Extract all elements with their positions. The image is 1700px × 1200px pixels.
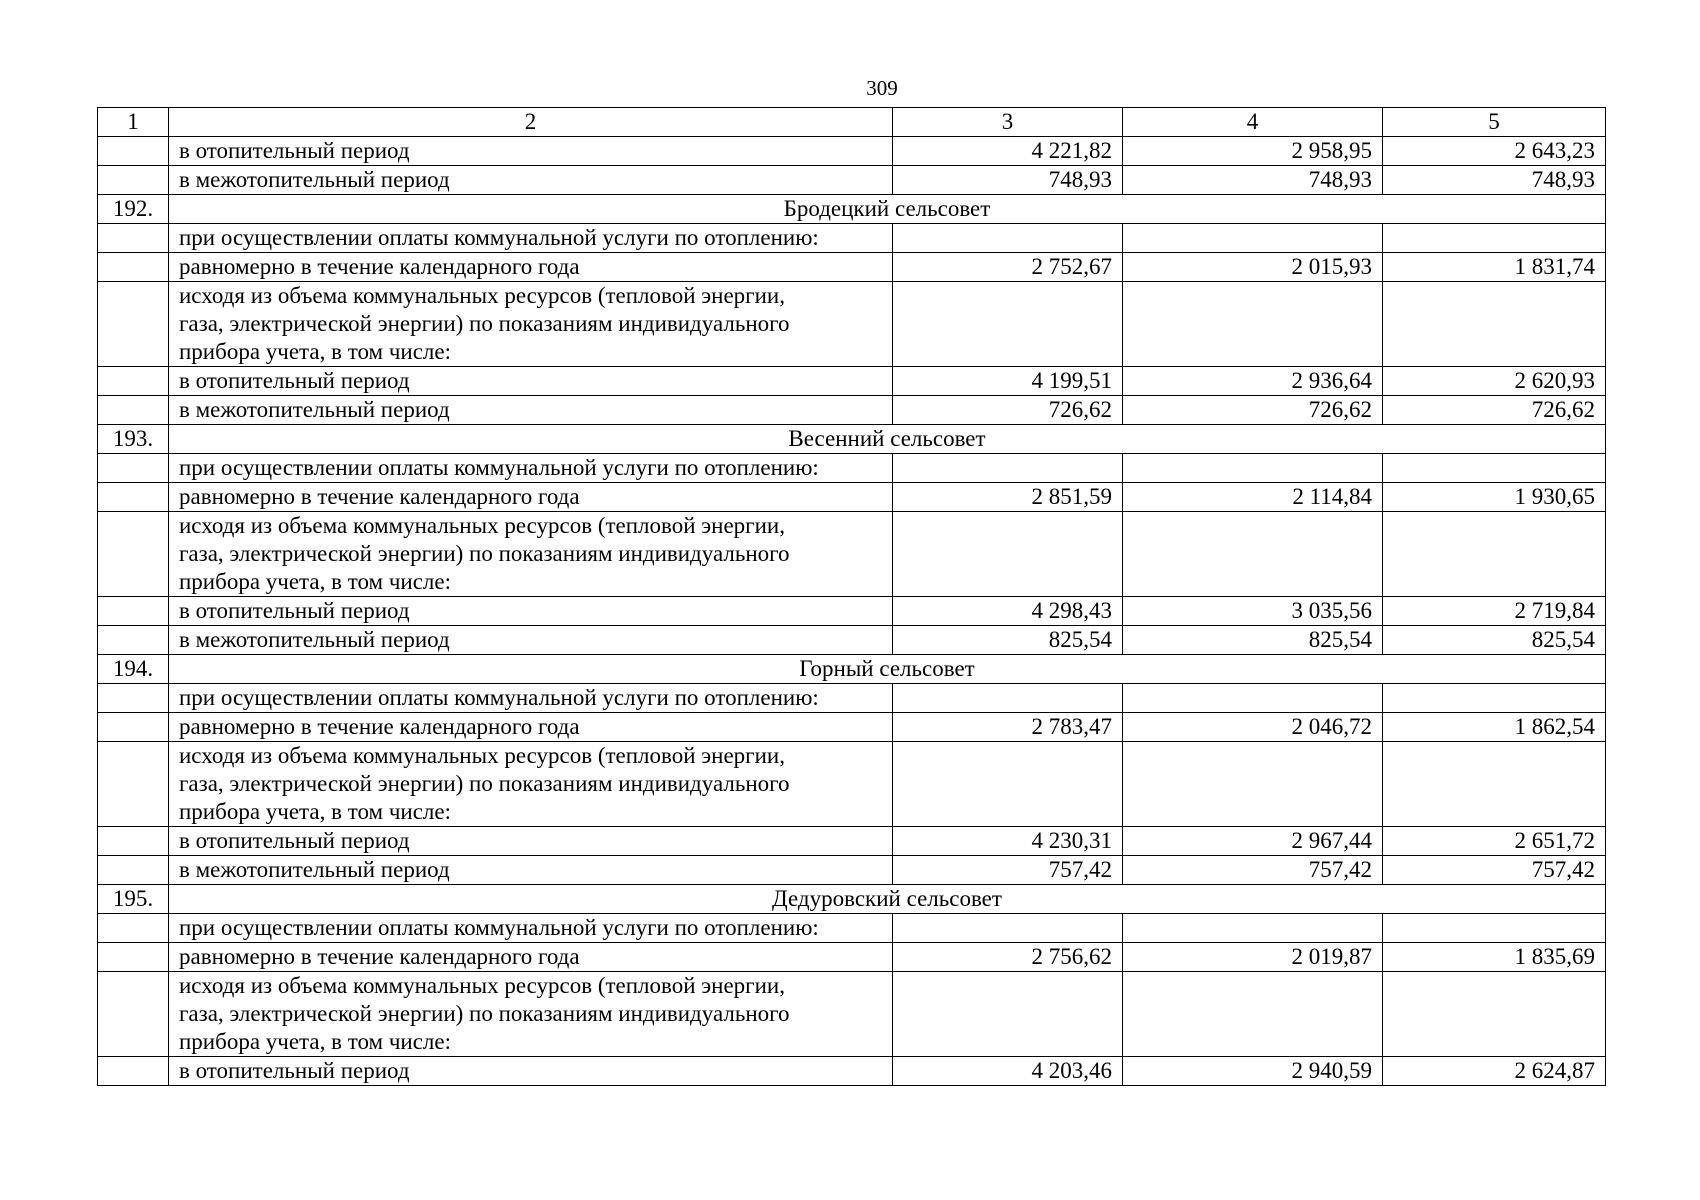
row-label: в отопительный период [169,1057,893,1086]
row-label-line: газа, электрической энергии) по показаниям индивидуального [179,311,790,336]
tariff-table [97,107,1606,1086]
table-row [98,396,1606,425]
row-label: при осуществлении оплаты коммунальной услуги по отоплению: [169,914,893,943]
row-number-cell [98,253,169,282]
row-label: в межотопительный период [169,856,893,885]
row-label: в межотопительный период [169,626,893,655]
row-label-line: газа, электрической энергии) по показаниям индивидуального [179,1001,790,1026]
value-col-5 [1383,454,1606,483]
value-col-3 [893,282,1123,367]
row-label: в отопительный период [169,597,893,626]
value-col-3 [893,224,1123,253]
section-number: 195. [98,885,169,914]
value-col-4: 2 019,87 [1123,943,1383,972]
table-row [98,483,1606,512]
value-col-4 [1123,224,1383,253]
row-number-cell [98,454,169,483]
value-col-3: 825,54 [893,626,1123,655]
section-number: 194. [98,655,169,684]
value-col-3 [893,512,1123,597]
value-col-5: 726,62 [1383,396,1606,425]
section-number: 193. [98,425,169,454]
row-label-line: исходя из объема коммунальных ресурсов (тепловой энергии, [179,973,785,998]
value-col-5 [1383,684,1606,713]
section-number: 192. [98,195,169,224]
value-col-5: 748,93 [1383,166,1606,195]
row-label-line: исходя из объема коммунальных ресурсов (тепловой энергии, [179,283,785,308]
value-col-3: 4 203,46 [893,1057,1123,1086]
row-label: при осуществлении оплаты коммунальной услуги по отоплению: [169,224,893,253]
value-col-3 [893,454,1123,483]
value-col-4: 2 940,59 [1123,1057,1383,1086]
value-col-3 [893,684,1123,713]
row-label: равномерно в течение календарного года [169,483,893,512]
section-title: Бродецкий сельсовет [169,195,1606,224]
value-col-5: 1 930,65 [1383,483,1606,512]
value-col-5 [1383,282,1606,367]
table-row [98,282,1606,367]
row-label-line: газа, электрической энергии) по показаниям индивидуального [179,541,790,566]
value-col-4: 2 015,93 [1123,253,1383,282]
value-col-3 [893,742,1123,827]
row-label [169,742,893,827]
row-label: при осуществлении оплаты коммунальной услуги по отоплению: [169,684,893,713]
value-col-4 [1123,972,1383,1057]
value-col-5 [1383,914,1606,943]
value-col-5: 2 651,72 [1383,827,1606,856]
table-row [98,827,1606,856]
row-number-cell [98,166,169,195]
value-col-3: 2 756,62 [893,943,1123,972]
value-col-5: 825,54 [1383,626,1606,655]
row-label-line: газа, электрической энергии) по показаниям индивидуального [179,771,790,796]
row-label-line: исходя из объема коммунальных ресурсов (тепловой энергии, [179,513,785,538]
row-label-line: прибора учета, в том числе: [179,1029,451,1054]
value-col-4: 2 046,72 [1123,713,1383,742]
row-label-line: исходя из объема коммунальных ресурсов (тепловой энергии, [179,743,785,768]
value-col-4: 825,54 [1123,626,1383,655]
row-label: равномерно в течение календарного года [169,253,893,282]
value-col-3: 4 230,31 [893,827,1123,856]
row-number-cell [98,224,169,253]
value-col-3: 726,62 [893,396,1123,425]
row-number-cell [98,396,169,425]
value-col-3: 2 783,47 [893,713,1123,742]
table-row [98,626,1606,655]
value-col-5 [1383,224,1606,253]
value-col-5: 2 719,84 [1383,597,1606,626]
section-title: Дедуровский сельсовет [169,885,1606,914]
row-label: в отопительный период [169,367,893,396]
row-label: в отопительный период [169,827,893,856]
page-number: 309 [866,76,898,100]
value-col-3: 2 752,67 [893,253,1123,282]
value-col-3: 2 851,59 [893,483,1123,512]
value-col-4: 2 936,64 [1123,367,1383,396]
row-number-cell [98,914,169,943]
row-number-cell [98,1057,169,1086]
row-number-cell [98,943,169,972]
value-col-4 [1123,684,1383,713]
table-row [98,856,1606,885]
table-row [98,742,1606,827]
table-row [98,943,1606,972]
value-col-3: 4 221,82 [893,137,1123,166]
section-row [98,885,1606,914]
row-number-cell [98,137,169,166]
value-col-5: 2 643,23 [1383,137,1606,166]
row-number-cell [98,483,169,512]
value-col-5: 1 862,54 [1383,713,1606,742]
table-row [98,1057,1606,1086]
row-label [169,972,893,1057]
row-label: в межотопительный период [169,396,893,425]
row-label: равномерно в течение календарного года [169,943,893,972]
row-number-cell [98,282,169,367]
value-col-4 [1123,454,1383,483]
value-col-3 [893,914,1123,943]
table-row [98,684,1606,713]
column-header-2: 2 [169,108,893,137]
value-col-4 [1123,914,1383,943]
value-col-5: 1 835,69 [1383,943,1606,972]
table-row [98,137,1606,166]
value-col-3: 4 298,43 [893,597,1123,626]
row-label [169,282,893,367]
row-number-cell [98,597,169,626]
table-header-row [98,108,1606,137]
row-label [169,512,893,597]
table-row [98,914,1606,943]
section-title: Горный сельсовет [169,655,1606,684]
row-number-cell [98,367,169,396]
row-number-cell [98,684,169,713]
value-col-5: 757,42 [1383,856,1606,885]
row-label: при осуществлении оплаты коммунальной услуги по отоплению: [169,454,893,483]
value-col-3: 757,42 [893,856,1123,885]
table-row [98,512,1606,597]
table-row [98,972,1606,1057]
column-header-3: 3 [893,108,1123,137]
section-row [98,425,1606,454]
value-col-5 [1383,742,1606,827]
table-row [98,597,1606,626]
row-label-line: прибора учета, в том числе: [179,799,451,824]
row-number-cell [98,856,169,885]
value-col-4: 748,93 [1123,166,1383,195]
row-label-line: прибора учета, в том числе: [179,569,451,594]
value-col-5 [1383,512,1606,597]
table-row [98,166,1606,195]
row-number-cell [98,827,169,856]
value-col-5: 2 620,93 [1383,367,1606,396]
value-col-4: 726,62 [1123,396,1383,425]
value-col-4 [1123,742,1383,827]
table-row [98,224,1606,253]
row-label: в отопительный период [169,137,893,166]
value-col-4: 2 958,95 [1123,137,1383,166]
table-row [98,713,1606,742]
value-col-3: 748,93 [893,166,1123,195]
column-header-4: 4 [1123,108,1383,137]
table-row [98,367,1606,396]
section-row [98,655,1606,684]
row-number-cell [98,742,169,827]
value-col-5 [1383,972,1606,1057]
row-label: в межотопительный период [169,166,893,195]
value-col-4: 2 114,84 [1123,483,1383,512]
value-col-4: 2 967,44 [1123,827,1383,856]
row-number-cell [98,713,169,742]
value-col-3 [893,972,1123,1057]
value-col-4: 3 035,56 [1123,597,1383,626]
column-header-1: 1 [98,108,169,137]
value-col-3: 4 199,51 [893,367,1123,396]
row-number-cell [98,512,169,597]
section-title: Весенний сельсовет [169,425,1606,454]
section-row [98,195,1606,224]
row-number-cell [98,626,169,655]
value-col-5: 2 624,87 [1383,1057,1606,1086]
column-header-5: 5 [1383,108,1606,137]
value-col-4 [1123,512,1383,597]
value-col-4 [1123,282,1383,367]
table-body [98,137,1606,1086]
value-col-4: 757,42 [1123,856,1383,885]
table-row [98,253,1606,282]
row-label-line: прибора учета, в том числе: [179,339,451,364]
row-label: равномерно в течение календарного года [169,713,893,742]
value-col-5: 1 831,74 [1383,253,1606,282]
table-row [98,454,1606,483]
row-number-cell [98,972,169,1057]
